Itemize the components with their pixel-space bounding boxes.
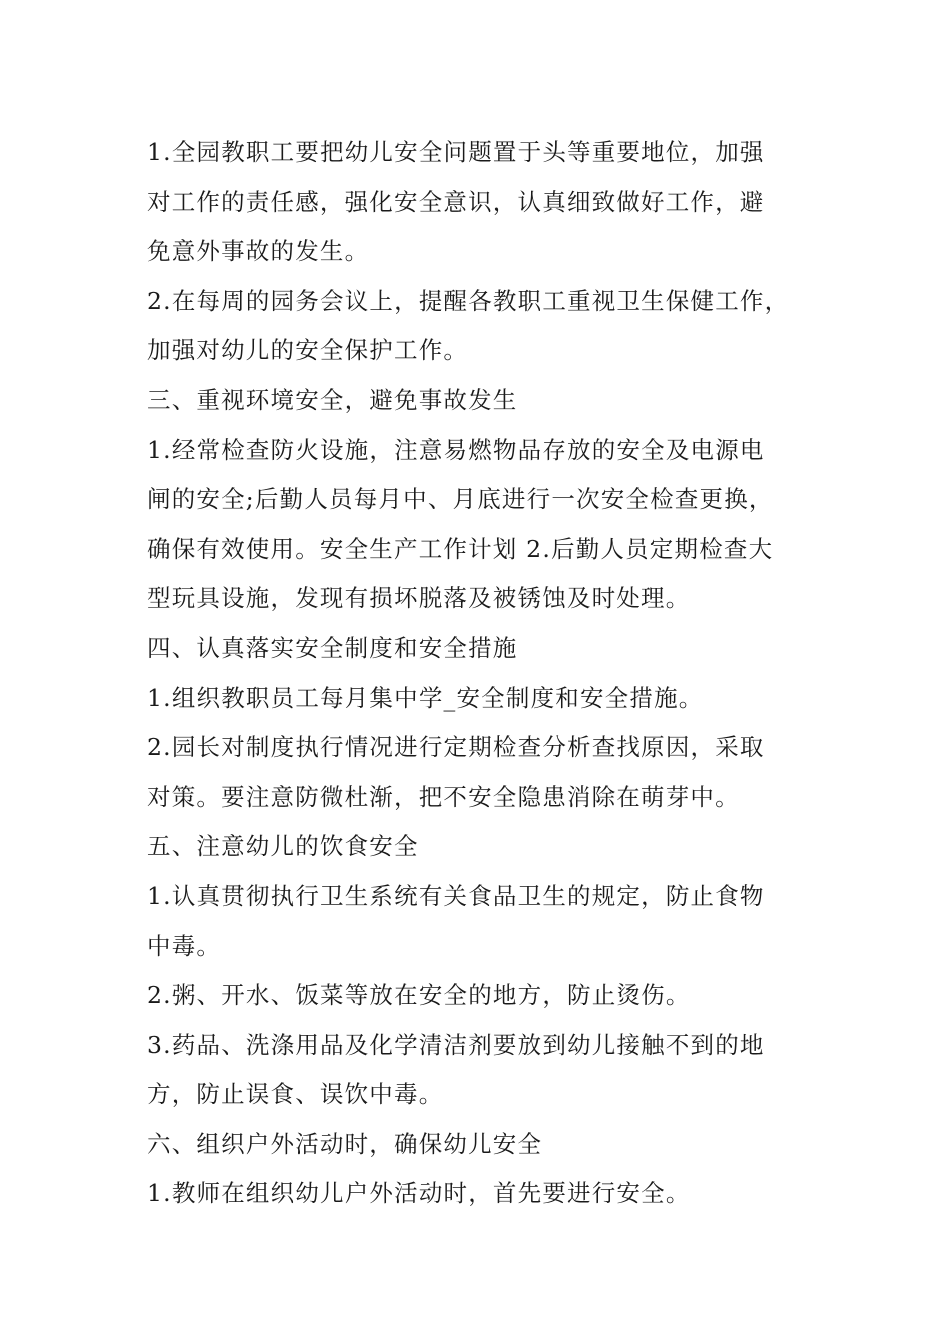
heading-text: 四、认真落实安全制度和安全措施 (147, 633, 518, 662)
text-line: 2.园长对制度执行情况进行定期检查分析查找原因，采取 (147, 733, 765, 762)
text-line: 对工作的责任感，强化安全意识，认真细致做好工作，避 (147, 187, 765, 216)
text-line: 2.粥、开水、饭菜等放在安全的地方，防止烫伤。 (147, 981, 691, 1010)
list-item (147, 128, 827, 277)
list-item (147, 872, 827, 971)
list-item (147, 1021, 827, 1120)
heading-text: 三、重视环境安全，避免事故发生 (147, 385, 518, 414)
text-line: 2.在每周的园务会议上，提醒各教职工重视卫生保健工作， (147, 286, 790, 315)
list-item (147, 674, 827, 724)
section-heading (147, 376, 827, 426)
list-item (147, 277, 827, 376)
section-heading (147, 822, 827, 872)
text-line: 中毒。 (147, 931, 222, 960)
text-line: 确保有效使用。安全生产工作计划 2.后勤人员定期检查大 (147, 534, 774, 563)
heading-text: 六、组织户外活动时，确保幼儿安全 (147, 1129, 543, 1158)
list-item (147, 426, 827, 624)
text-line: 方，防止误食、误饮中毒。 (147, 1080, 444, 1109)
text-line: 1.教师在组织幼儿户外活动时，首先要进行安全。 (147, 1179, 691, 1208)
list-item (147, 723, 827, 822)
text-line: 1.全园教职工要把幼儿安全问题置于头等重要地位，加强 (147, 138, 765, 166)
section-heading (147, 1120, 827, 1170)
section-heading (147, 624, 827, 674)
text-line: 免意外事故的发生。 (147, 237, 370, 266)
text-line: 闸的安全;后勤人员每月中、月底进行一次安全检查更换， (147, 485, 774, 514)
text-line: 1.组织教职员工每月集中学_安全制度和安全措施。 (147, 683, 704, 712)
text-line: 型玩具设施，发现有损坏脱落及被锈蚀及时处理。 (147, 584, 691, 613)
list-item (147, 971, 827, 1021)
list-item (147, 1169, 827, 1219)
text-line: 加强对幼儿的安全保护工作。 (147, 336, 469, 365)
text-line: 1.经常检查防火设施，注意易燃物品存放的安全及电源电 (147, 435, 765, 464)
text-line: 1.认真贯彻执行卫生系统有关食品卫生的规定，防止食物 (147, 881, 765, 910)
heading-text: 五、注意幼儿的饮食安全 (147, 832, 419, 861)
text-line: 对策。要注意防微杜渐，把不安全隐患消除在萌芽中。 (147, 782, 740, 811)
text-line: 3.药品、洗涤用品及化学清洁剂要放到幼儿接触不到的地 (147, 1030, 765, 1059)
document-body (147, 128, 827, 1219)
